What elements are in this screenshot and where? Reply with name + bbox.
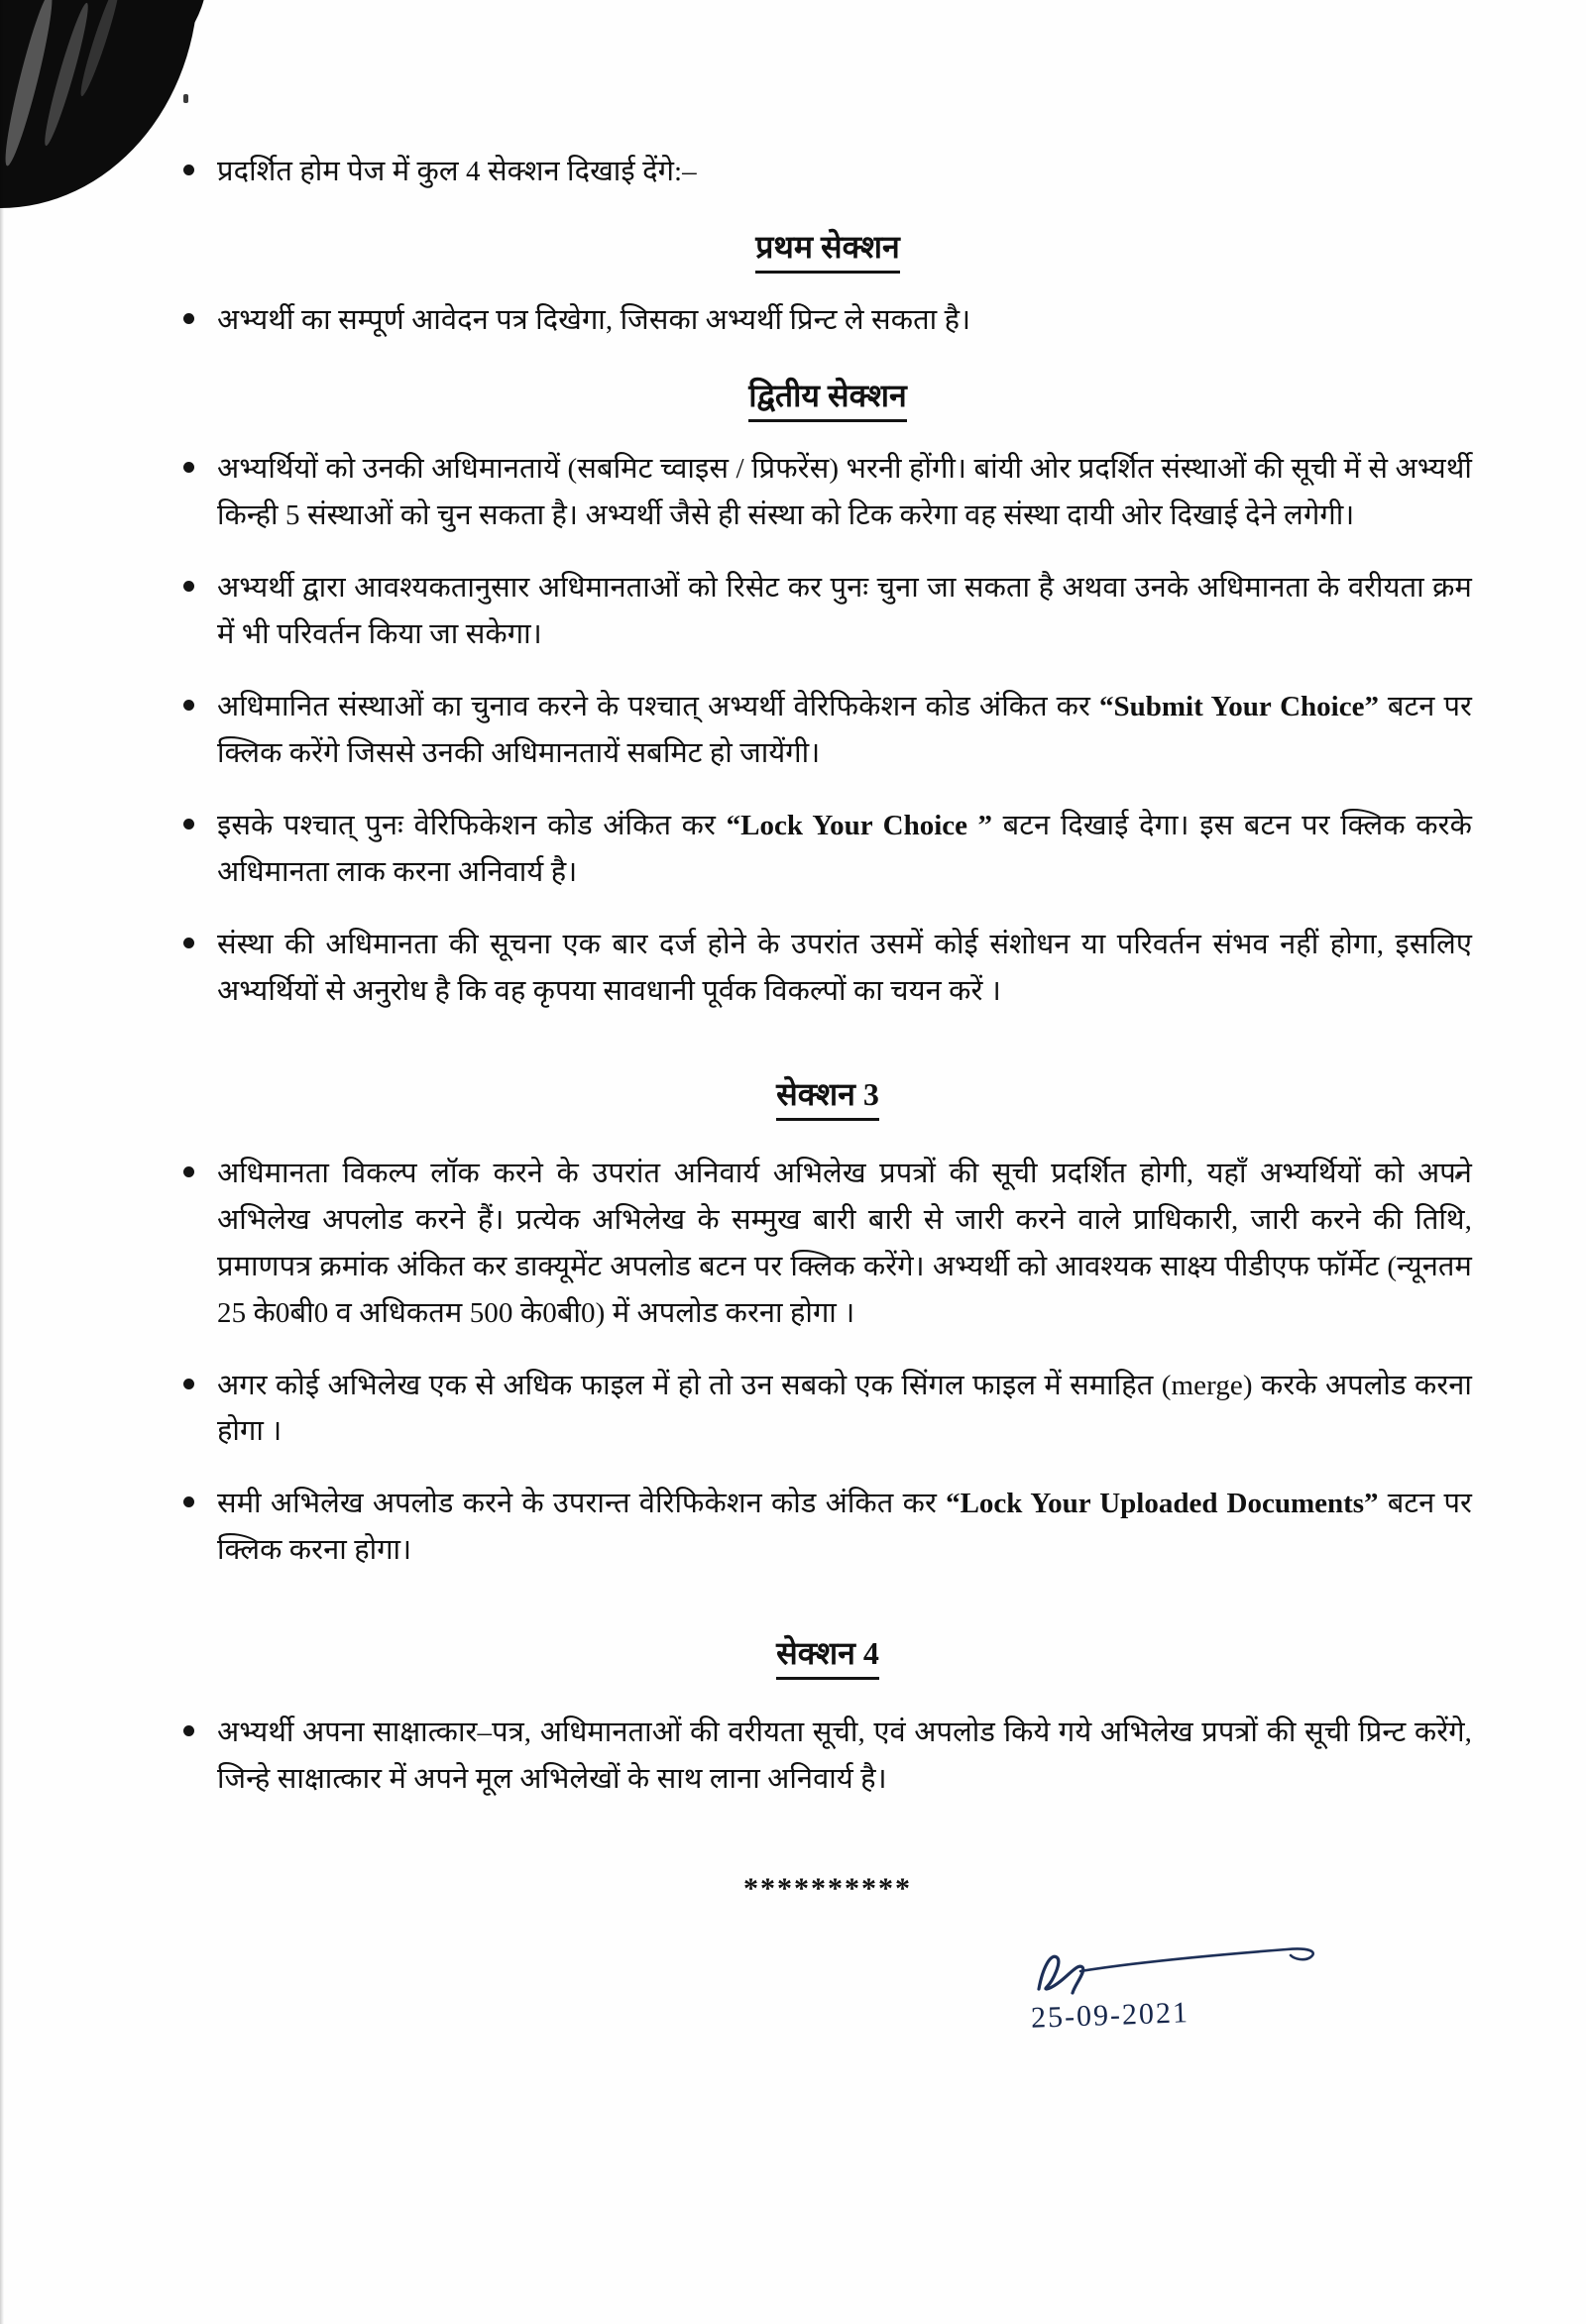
list-item [183, 803, 1472, 896]
bullet-point-icon [183, 803, 217, 830]
list-item [183, 1710, 1472, 1803]
body-text: संस्था की अधिमानता की सूचना एक बार दर्ज होने के उपरांत उसमें कोई संशोधन या परिवर्तन संभव नहीं होगा, इसलिए अभ्यर्थियों से अनुरोध है कि वह कृपया सावधानी पूर्वक विकल्पों का चयन करें । [217, 928, 1472, 1007]
body-text: अधिमानता विकल्प लॉक करने के उपरांत अनिवार्य अभिलेख प्रपत्रों की सूची प्रदर्शित होगी, यहाँ अभ्यर्थियों को अपने अभिलेख अपलोड करने हैं। प्रत्येक अभिलेख के सम्मुख बारी बारी से जारी करने वाले प्राधिकारी, जारी करने की तिथि, प्रमाणपत्र क्रमांक अंकित कर डाक्यूमेंट अपलोड बटन पर क्लिक करेंगे। अभ्यर्थी को आवश्यक साक्ष्य पीडीएफ फॉर्मेट (न्यूनतम 25 के0बी0 व अधिकतम 500 के0बी0) में अपलोड करना होगा । [217, 1157, 1472, 1329]
list-item [183, 1363, 1472, 1456]
section-heading [183, 374, 1472, 422]
bullet-text [217, 1363, 1472, 1456]
footer-separator: ********** [743, 1872, 912, 1906]
bullet-point-icon [183, 149, 217, 175]
bullet-text [217, 1481, 1472, 1574]
section-heading-label: प्रथम सेक्शन [755, 225, 900, 274]
list-item [183, 446, 1472, 539]
emphasis-label: “Lock Your Choice ” [726, 809, 993, 841]
bullet-point-icon [183, 565, 217, 592]
body-text: इसके पश्चात् पुनः वेरिफिकेशन कोड अंकित कर [217, 809, 727, 841]
scan-edge-shadow [0, 0, 4, 2324]
body-text: अभ्यर्थी द्वारा आवश्यकतानुसार अधिमानताओं को रिसेट कर पुनः चुना जा सकता है अथवा उनके अधिमानता के वरीयता क्रम में भी परिवर्तन किया जा सकेगा। [217, 571, 1472, 650]
bullet-text [217, 1710, 1472, 1803]
section-heading-label: सेक्शन 4 [776, 1631, 879, 1680]
bullet-text [217, 803, 1472, 896]
emphasis-label: “Submit Your Choice” [1098, 690, 1379, 722]
body-text: अभ्यर्थियों को उनकी अधिमानतायें (सबमिट च्वाइस / प्रिफरेंस) भरनी होंगी। बांयी ओर प्रदर्शित संस्थाओं की सूची में से अभ्यर्थी किन्ही 5 संस्थाओं को चुन सकता है। अभ्यर्थी जैसे ही संस्था को टिक करेगा वह संस्था दायी ओर दिखाई देने लगेगी। [217, 452, 1472, 531]
body-text: बटन दिखाई देगा। इस बटन पर क्लिक करके अधिमानता लाक करना अनिवार्य है। [217, 809, 1473, 888]
bullet-point-icon [183, 1710, 217, 1736]
body-text: बटन पर क्लिक करना होगा। [217, 1488, 1472, 1567]
body-text: अधिमानित संस्थाओं का चुनाव करने के पश्चात् अभ्यर्थी वेरिफिकेशन कोड अंकित कर [217, 690, 1099, 722]
document-content [183, 149, 1472, 1906]
list-item [183, 1151, 1472, 1337]
bullet-point-icon [183, 1363, 217, 1389]
body-text: अगर कोई अभिलेख एक से अधिक फाइल में हो तो उन सबको एक सिंगल फाइल में समाहित (merge) करके अपलोड करना होगा । [217, 1369, 1472, 1448]
bullet-point-icon [183, 1481, 217, 1507]
section-heading-label: द्वितीय सेक्शन [748, 374, 907, 422]
body-text: समी अभिलेख अपलोड करने के उपरान्त वेरिफिकेशन कोड अंकित कर [217, 1488, 947, 1520]
signature-block [1011, 1937, 1338, 2076]
scan-speck [183, 94, 188, 103]
bullet-point-icon [183, 446, 217, 473]
bullet-text [217, 297, 1472, 344]
sections-container [183, 225, 1472, 1803]
body-text: बटन पर क्लिक करेंगे जिससे उनकी अधिमानतायें सबमिट हो जायेंगी। [217, 690, 1473, 769]
emphasis-label: “Lock Your Uploaded Documents” [946, 1488, 1379, 1520]
body-text: अभ्यर्थी का सम्पूर्ण आवेदन पत्र दिखेगा, जिसका अभ्यर्थी प्रिन्ट ले सकता है। [217, 303, 971, 336]
list-item [183, 1481, 1472, 1574]
bullet-point-icon [183, 684, 217, 711]
signature-date: 25-09-2021 [1030, 1996, 1190, 2035]
bullet-text [217, 565, 1472, 658]
list-item [183, 149, 1472, 195]
section-heading [183, 1631, 1472, 1680]
list-item [183, 684, 1472, 777]
bullet-text [217, 922, 1472, 1015]
intro-bullet-text: प्रदर्शित होम पेज में कुल 4 सेक्शन दिखाई देंगे:– [217, 156, 697, 187]
bullet-point-icon [183, 297, 217, 324]
list-item [183, 922, 1472, 1015]
section-heading [183, 225, 1472, 274]
bullet-point-icon [183, 1151, 217, 1177]
bullet-point-icon [183, 922, 217, 948]
list-item [183, 565, 1472, 658]
section-heading-label: सेक्शन 3 [776, 1072, 879, 1121]
list-item [183, 297, 1472, 344]
body-text: अभ्यर्थी अपना साक्षात्कार–पत्र, अधिमानताओं की वरीयता सूची, एवं अपलोड किये गये अभिलेख प्रपत्रों की सूची प्रिन्ट करेंगे, जिन्हे साक्षात्कार में अपने मूल अभिलेखों के साथ लाना अनिवार्य है। [217, 1716, 1472, 1796]
bullet-text [217, 684, 1472, 777]
bullet-text [217, 446, 1472, 539]
bullet-text [217, 1151, 1472, 1337]
section-heading [183, 1072, 1472, 1121]
